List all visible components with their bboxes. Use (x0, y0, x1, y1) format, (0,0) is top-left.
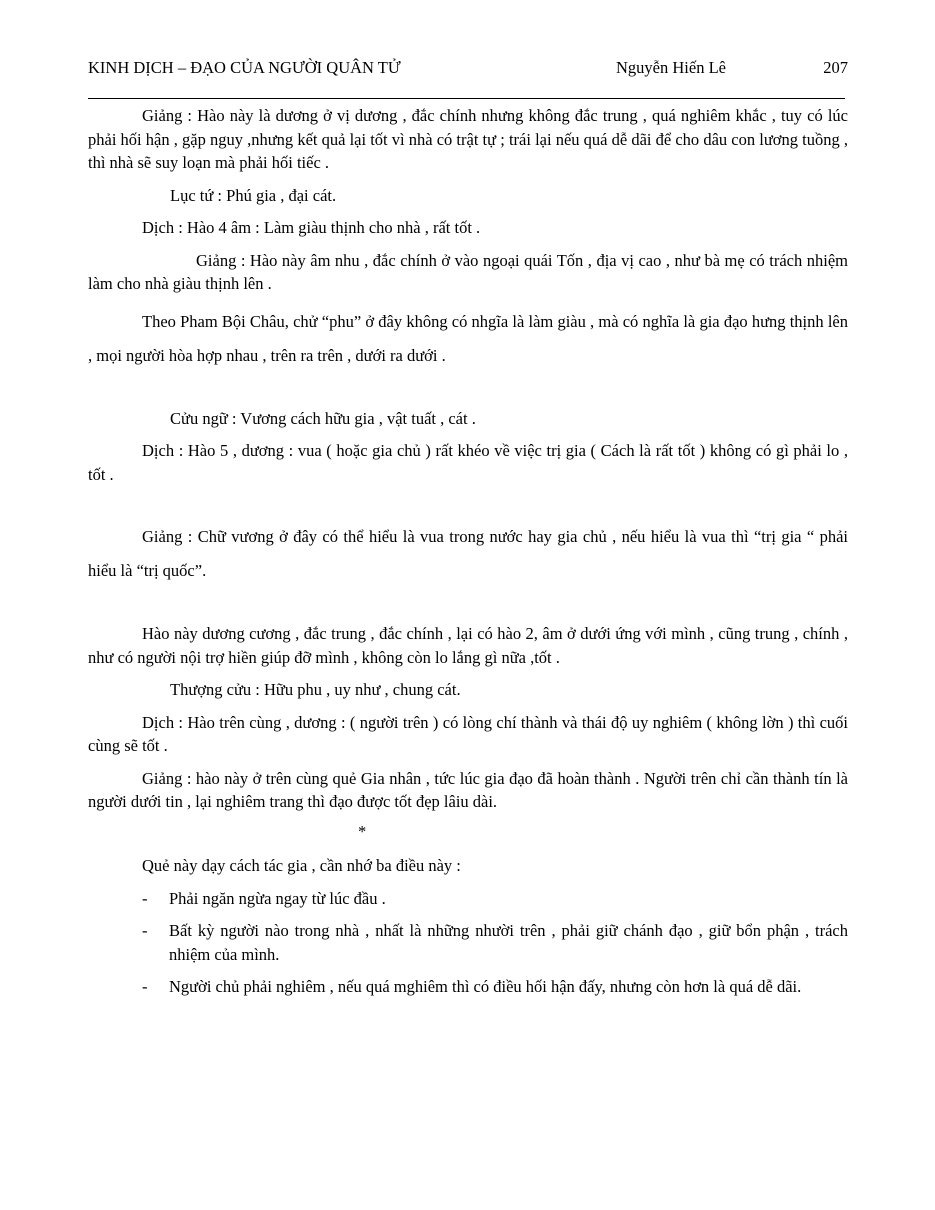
author-name: Nguyễn Hiến Lê (616, 58, 726, 77)
page-header (88, 58, 848, 80)
list-item (88, 887, 848, 911)
list-item-text: Bất kỳ người nào trong nhà , nhất là những nhười trên , phải giữ chánh đạo , giữ bổn phận , trách nhiệm của mình. (169, 921, 848, 964)
list-item (88, 919, 848, 966)
list-item (88, 975, 848, 999)
paragraph-dich-5: Dịch : Hào 5 , dương : vua ( hoặc gia chủ ) rất khéo về việc trị gia ( Cách là rất tốt ) không có gì phải lo , tốt . (88, 441, 848, 484)
list-marker: - (142, 977, 148, 996)
page-body (88, 104, 848, 999)
paragraph-cuu-ngu: Cửu ngữ : Vương cách hữu gia , vật tuất , cát . (170, 408, 476, 428)
paragraph-luc-tu: Lục tứ : Phú gia , đại cát. (170, 185, 337, 205)
paragraph-giang-5: Giảng : Chữ vương ở đây có thể hiểu là vua trong nước hay gia chủ , nếu hiểu là vua thì “trị gia “ phải hiểu là “trị quốc”. (88, 527, 848, 580)
page-number: 207 (823, 58, 848, 77)
lesson-list (88, 887, 848, 999)
list-marker: - (142, 888, 148, 908)
paragraph-dich-4: Dịch : Hào 4 âm : Làm giàu thịnh cho nhà , rất tốt . (142, 218, 481, 237)
paragraph-giang-4: Giảng : Hào này âm nhu , đắc chính ở vào ngoại quái Tốn , địa vị cao , như bà mẹ có trách nhiệm làm cho nhà giàu thịnh lên . (88, 250, 848, 293)
book-title: KINH DỊCH – ĐẠO CỦA NGƯỜI QUÂN TỬ (88, 58, 401, 77)
paragraph-hao-nay: Hào này dương cương , đắc trung , đắc chính , lại có hào 2, âm ở dưới ứng với mình , cũng trung , chính , như có người nội trợ hiền giúp đỡ mình , không còn lo lắng gì nữa ,tốt . (88, 624, 848, 667)
paragraph-giang-1: Giảng : Hào này là dương ở vị dương , đắc chính nhưng không đắc trung , quá nghiêm khắc , tuy có lúc phải hối hận , gặp nguy ,nhưng kết quả lại tốt vì nhà có trật tự ; trái lại nếu quá dễ dãi để cho dâu con lương tuồng , thì nhà sẽ suy loạn mà phải hối tiếc . (88, 106, 848, 172)
paragraph-theo-phan-boi-chau: Theo Pham Bội Châu, chử “phu” ở đây không có nhgĩa là làm giàu , mà có nghĩa là gia đạo hưng thịnh lên , mọi người hòa hợp nhau , trên ra trên , dưới ra dưới . (88, 311, 848, 365)
list-item-text: Người chủ phải nghiêm , nếu quá mghiêm thì có điều hối hận đấy, nhưng còn hơn là quá dễ dãi. (169, 977, 802, 996)
paragraph-dich-thuong: Dịch : Hào trên cùng , dương : ( người trên ) có lòng chí thành và thái độ uy nghiêm ( không lờn ) thì cuối cùng sẽ tốt . (88, 712, 848, 755)
paragraph-giang-thuong: Giảng : hào này ở trên cùng quẻ Gia nhân , tức lúc gia đạo đã hoàn thành . Người trên chỉ cần thành tín là người dưới tin , lại nghiêm trang thì đạo được tốt đẹp lâiu dài. (88, 768, 848, 811)
list-item-text: Phải ngăn ngừa ngay từ lúc đầu . (169, 888, 386, 908)
header-rule (88, 98, 845, 99)
section-separator: * (358, 821, 367, 841)
paragraph-thuong-cuu: Thượng cửu : Hữu phu , uy như , chung cát. (170, 680, 461, 699)
paragraph-que-nay: Quẻ này dạy cách tác gia , cần nhớ ba điều này : (142, 856, 461, 875)
list-marker: - (142, 921, 148, 940)
